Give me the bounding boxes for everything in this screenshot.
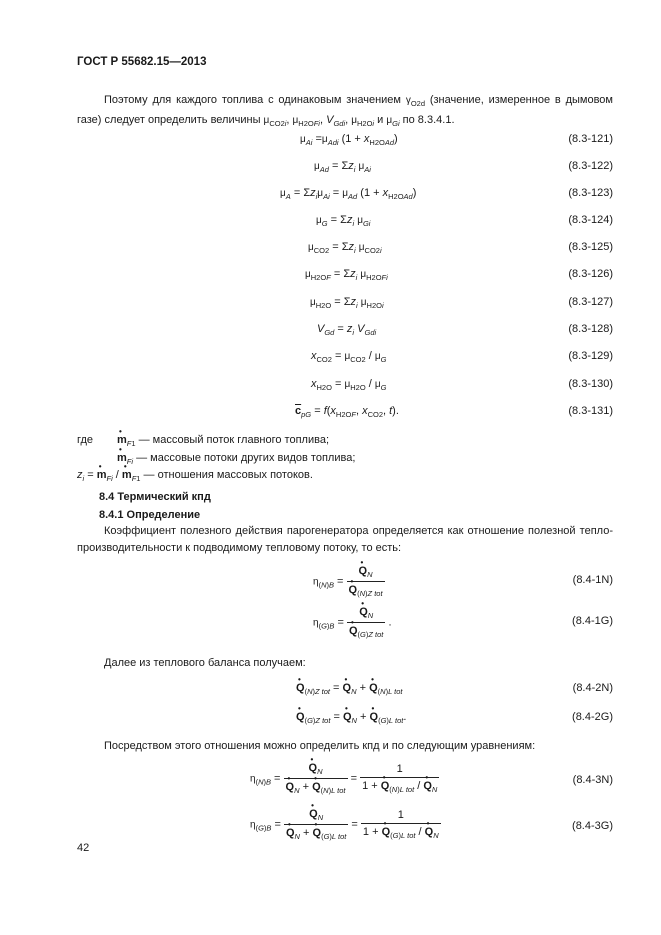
- page-number: 42: [77, 842, 90, 854]
- document-header: ГОСТ Р 55682.15—2013: [77, 56, 207, 68]
- equation-8-3-129: $x_{CO2} = \mu_{CO2} / \mu_G$ (8.3-129): [311, 350, 613, 364]
- equation-8-3-127: $\mu_{H2O} = \Sigma z_i$ $\mu_{H2Oi}$ (8.3-127): [310, 296, 613, 310]
- subsection-title: 8.4.1 Определение: [99, 509, 201, 521]
- equation-8-4-2N: • $Q_{(N)Z tot}$ = • $Q_N$ + • $Q_{(N)L tot}$ (8.4-2N): [0, 682, 661, 700]
- equation-8-4-1G: $\eta_{(G)B}$ = • $Q_N$ • $Q_{(G)Z tot}$ . (8.4-1G): [0, 606, 661, 646]
- equation-8-3-130: $x_{H2O} = \mu_{H2O} / \mu_G$ (8.3-130): [311, 378, 613, 392]
- equation-8-3-125: $\mu_{CO2} = \Sigma z_i$ $\mu_{CO2i}$ (8.3-125): [308, 241, 613, 255]
- equation-8-3-131: $\overline{c}_{pG} = f(x_{H2OF}$, $x_{CO2}$, t). (8.3-131): [295, 405, 613, 419]
- section-title: 8.4 Термический кпд: [99, 491, 211, 503]
- paragraph-efficiency: Коэффициент полезного действия парогенератора определяется как отношение полезной теплопроизводительности к подводимому тепловому потоку, то есть:: [77, 525, 613, 554]
- equation-8-4-1N: $\eta_{(N)B}$ = • $Q_N$ • $Q_{(N)Z tot}$ (8.4-1N): [0, 565, 661, 605]
- where-row-1: где • $m_{F1}$ — массовый поток главного топлива;: [77, 434, 93, 446]
- equation-8-3-122: $\mu_{Ad} = \Sigma z_i$ $\mu_{Ai}$ (8.3-122): [314, 160, 613, 174]
- equation-8-3-121: $\mu_{Ai} =\mu_{Adi}$ $(1 + x_{H2OAd})$ (8.3-121): [300, 133, 613, 147]
- equation-8-3-126: $\mu_{H2OF} = \Sigma z_i$ $\mu_{H2OFi}$ (8.3-126): [305, 268, 613, 282]
- where-row-3: $z_i$ = • $m_{Fi}$ / • $m_{F1}$ — отношения массовых потоков.: [77, 469, 313, 483]
- equation-8-3-128: $V_{Gd} = z_i$ $V_{Gdi}$ (8.3-128): [317, 323, 613, 337]
- equation-8-4-3N: $\eta_{(N)B}$ = • $Q_N$ • $Q_N$ + • $Q_{(N)L tot}$ = $\frac{1}{1 + • Q_{(N)L tot} / • Q_N}$ (8.4-3N): [0, 762, 661, 802]
- equation-8-3-123: $\mu_A = \Sigma z_i\mu_{Ai} = \mu_{Ad}$ $(1 + x_{H2OAd})$ (8.3-123): [280, 187, 613, 201]
- intro-paragraph: Поэтому для каждого топлива с одинаковым значением $\gamma_{O2d}$ (значение, измеренное в дымовом газе) следует определить величины $\mu_{CO2i}$, $\mu_{H2OFi}$, $V_{Gdi}$, $\mu_{H2Oi}$ и $\mu_{Gi}$ по 8.3.4.1.: [77, 94, 613, 128]
- equation-8-4-2G: • $Q_{(G)Z tot}$ = • $Q_N$ + • $Q_{(G)L tot}$. (8.4-2G): [0, 711, 661, 729]
- paragraph-balance: Далее из теплового баланса получаем:: [104, 657, 306, 669]
- equation-8-4-3G: $\eta_{(G)B}$ = • $Q_N$ • $Q_N$ + • $Q_{(G)L tot}$ = $\frac{1}{1 + • Q_{(G)L tot} / • Q_N}$ (8.4-3G): [0, 808, 661, 848]
- equation-8-3-124: $\mu_G = \Sigma z_i$ $\mu_{Gi}$ (8.3-124): [316, 214, 613, 228]
- paragraph-relation: Посредством этого отношения можно определить кпд и по следующим уравнениям:: [104, 740, 536, 752]
